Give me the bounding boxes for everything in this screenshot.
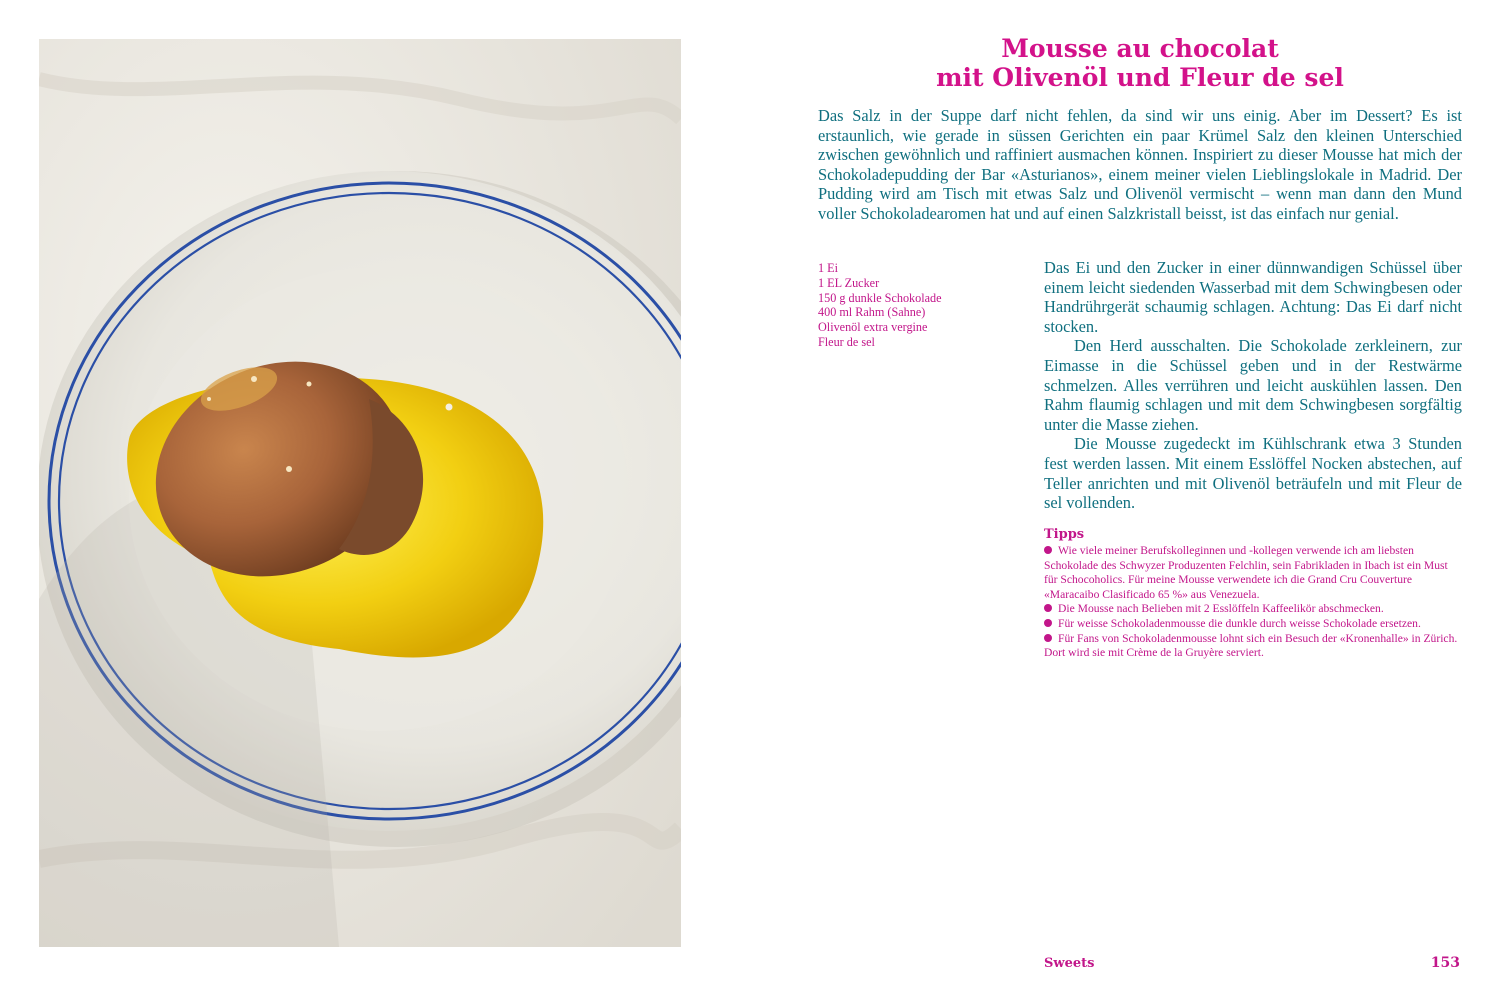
- page-number: 153: [1430, 955, 1460, 971]
- method-step: Den Herd ausschalten. Die Schokolade zerkleinern, zur Eimasse in die Schüssel geben und in der Restwärme schmelzen. Alles verrühren und leicht auskühlen lassen. Den Rahm flaumig schlagen und mit dem Schwingbesen sorgfältig unter die Masse ziehen.: [1044, 336, 1462, 434]
- ingredient-list: [818, 261, 1008, 350]
- tips-list: [1044, 544, 1462, 661]
- tip-text: Die Mousse nach Belieben mit 2 Esslöffeln Kaffeelikör abschmecken.: [1058, 602, 1384, 616]
- method-step: Das Ei und den Zucker in einer dünnwandigen Schüssel über einem leicht siedenden Wasserbad mit dem Schwingbesen oder Handrührgerät schaumig schlagen. Achtung: Das Ei darf nicht stocken.: [1044, 258, 1462, 336]
- ingredient-item: 400 ml Rahm (Sahne): [818, 305, 926, 320]
- dessert-photo: [39, 39, 681, 947]
- mousse-plate-image: [39, 39, 681, 947]
- method-text: [1044, 258, 1462, 513]
- tip-item: [1044, 617, 1462, 632]
- tip-item: [1044, 544, 1462, 602]
- tip-text: Für weisse Schokoladenmousse die dunkle durch weisse Schokolade ersetzen.: [1058, 616, 1421, 630]
- ingredient-item: 150 g dunkle Schokolade: [818, 290, 942, 305]
- recipe-title-line-1: Mousse au chocolat: [1001, 34, 1279, 63]
- recipe-title-line-2: mit Olivenöl und Fleur de sel: [936, 63, 1344, 92]
- footer-section-label: Sweets: [1044, 956, 1095, 971]
- tip-item: [1044, 602, 1462, 617]
- tip-text: Für Fans von Schokoladenmousse lohnt sich ein Besuch der «Kronenhalle» in Zürich. Dort wird sie mit Crème de la Gruyère serviert.: [1044, 631, 1458, 660]
- recipe-title: [820, 34, 1460, 92]
- method-step: Die Mousse zugedeckt im Kühlschrank etwa 3 Stunden fest werden lassen. Mit einem Esslöffel Nocken abstechen, auf Teller anrichten und mit Olivenöl beträufeln und mit Fleur de sel vollenden.: [1044, 434, 1462, 513]
- bullet-icon: [1044, 604, 1052, 612]
- bullet-icon: [1044, 634, 1052, 642]
- tips-heading: Tipps: [1044, 527, 1085, 542]
- bullet-icon: [1044, 546, 1052, 554]
- ingredient-item: 1 Ei: [818, 261, 838, 275]
- ingredient-item: Fleur de sel: [818, 334, 875, 349]
- ingredient-item: Olivenöl extra vergine: [818, 320, 928, 335]
- bullet-icon: [1044, 619, 1052, 627]
- ingredient-item: 1 EL Zucker: [818, 275, 880, 290]
- recipe-intro: Das Salz in der Suppe darf nicht fehlen, da sind wir uns einig. Aber im Dessert? Es ist erstaunlich, wie gerade in süssen Gerichten ein paar Krümel Salz den kleinen Unterschied zwischen gewöhnlich und raffiniert ausmachen können. Inspiriert zu dieser Mousse hat mich der Schokoladepudding der Bar «Asturianos», einem meiner vielen Lieblingslokale in Madrid. Der Pudding wird am Tisch mit etwas Salz und Olivenöl vermischt – wenn man dann den Mund voller Schokoladearomen hat und auf einen Salzkristall beisst, ist das einfach nur genial.: [818, 106, 1462, 223]
- tip-text: Wie viele meiner Berufskolleginnen und -kollegen verwende ich am liebsten Schokolade des Schwyzer Produzenten Felchlin, sein Fabrikladen in Ibach ist ein Must für Schocoholics. Für meine Mousse verwendete ich die Grand Cru Couverture «Maracaibo Clasificado 65 %» aus Venezuela.: [1044, 544, 1448, 601]
- tip-item: [1044, 632, 1462, 661]
